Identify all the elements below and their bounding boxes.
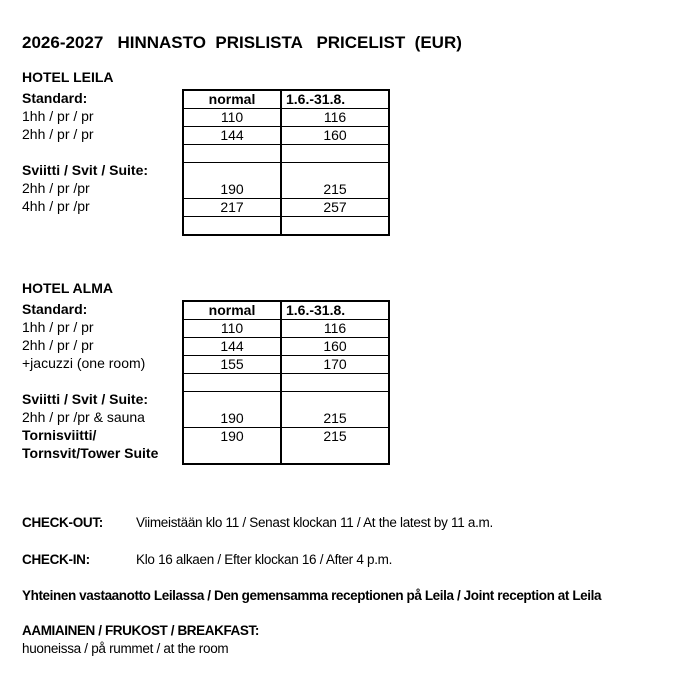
table-row xyxy=(183,199,389,217)
table-row xyxy=(183,428,389,465)
row-label-2hh: 2hh / pr / pr xyxy=(22,337,94,353)
table-row xyxy=(183,163,389,199)
empty-cell xyxy=(183,217,281,236)
price-cell: 110 xyxy=(183,109,281,127)
table-row-empty xyxy=(183,374,389,392)
row-label-standard: Standard: xyxy=(22,90,88,106)
price-cell: 116 xyxy=(281,109,389,127)
empty-cell xyxy=(183,374,281,392)
row-label-blank xyxy=(22,143,182,161)
checkout-text: Viimeistään klo 11 / Senast klockan 11 / At the latest by 11 a.m. xyxy=(136,515,493,530)
hotel-leila-price-area xyxy=(22,89,390,236)
price-cell: 155 xyxy=(183,356,281,374)
row-label-suite-sauna: 2hh / pr /pr & sauna xyxy=(22,409,145,425)
joint-reception-note: Yhteinen vastaanotto Leilassa / Den gemensamma receptionen på Leila / Joint reception at Leila xyxy=(22,588,602,603)
price-cell: 215 xyxy=(281,392,389,428)
price-cell: 144 xyxy=(183,127,281,145)
row-label-suite-4hh: 4hh / pr /pr xyxy=(22,198,90,214)
hotel-alma-heading: HOTEL ALMA xyxy=(22,280,113,296)
hotel-leila-heading: HOTEL LEILA xyxy=(22,69,114,85)
hotel-leila-price-table xyxy=(182,89,390,236)
empty-cell xyxy=(183,145,281,163)
row-label-suite: Sviitti / Svit / Suite: xyxy=(22,391,149,407)
price-cell: 257 xyxy=(281,199,389,217)
price-cell: 160 xyxy=(281,127,389,145)
price-cell: 215 xyxy=(281,428,389,465)
column-header-summer: 1.6.-31.8. xyxy=(281,301,389,320)
price-cell: 215 xyxy=(281,163,389,199)
table-row xyxy=(183,320,389,338)
row-label-jacuzzi: +jacuzzi (one room) xyxy=(22,355,146,371)
hotel-alma-row-labels xyxy=(22,300,182,462)
price-cell: 110 xyxy=(183,320,281,338)
breakfast-text: huoneissa / på rummet / at the room xyxy=(22,641,229,656)
table-row xyxy=(183,109,389,127)
price-cell: 116 xyxy=(281,320,389,338)
price-cell: 190 xyxy=(183,428,281,465)
table-row xyxy=(183,356,389,374)
column-header-normal: normal xyxy=(183,301,281,320)
breakfast-heading: AAMIAINEN / FRUKOST / BREAKFAST: xyxy=(22,623,259,638)
checkin-note xyxy=(22,551,392,568)
row-label-1hh: 1hh / pr / pr xyxy=(22,108,94,124)
column-header-normal: normal xyxy=(183,90,281,109)
column-header-summer: 1.6.-31.8. xyxy=(281,90,389,109)
row-label-blank xyxy=(22,372,182,390)
hotel-alma-section xyxy=(22,281,390,465)
price-cell: 190 xyxy=(183,392,281,428)
hotel-alma-price-area xyxy=(22,300,390,465)
table-header-row xyxy=(183,301,389,320)
empty-cell xyxy=(281,145,389,163)
checkin-text: Klo 16 alkaen / Efter klockan 16 / After 4 p.m. xyxy=(136,552,393,567)
row-label-tower-suite-line2: Tornsvit/Tower Suite xyxy=(22,445,159,461)
checkout-label: CHECK-OUT: xyxy=(22,515,103,530)
checkout-note xyxy=(22,514,493,531)
table-row-empty xyxy=(183,145,389,163)
price-cell: 217 xyxy=(183,199,281,217)
table-row xyxy=(183,127,389,145)
table-row xyxy=(183,392,389,428)
row-label-standard: Standard: xyxy=(22,301,88,317)
row-label-blank xyxy=(22,215,182,233)
hotel-leila-section xyxy=(22,70,390,236)
hotel-alma-price-table xyxy=(182,300,390,465)
table-row xyxy=(183,338,389,356)
empty-cell xyxy=(281,217,389,236)
price-cell: 190 xyxy=(183,163,281,199)
row-label-2hh: 2hh / pr / pr xyxy=(22,126,94,142)
checkin-label: CHECK-IN: xyxy=(22,552,90,567)
page-title: 2026-2027 HINNASTO PRISLISTA PRICELIST (EUR) xyxy=(22,33,462,52)
price-cell: 170 xyxy=(281,356,389,374)
row-label-1hh: 1hh / pr / pr xyxy=(22,319,94,335)
table-header-row xyxy=(183,90,389,109)
price-cell: 144 xyxy=(183,338,281,356)
empty-cell xyxy=(281,374,389,392)
row-label-suite-2hh: 2hh / pr /pr xyxy=(22,180,90,196)
table-row-empty xyxy=(183,217,389,236)
row-label-tower-suite-line1: Tornisviitti/ xyxy=(22,427,97,443)
row-label-suite: Sviitti / Svit / Suite: xyxy=(22,162,149,178)
price-cell: 160 xyxy=(281,338,389,356)
hotel-leila-row-labels xyxy=(22,89,182,233)
